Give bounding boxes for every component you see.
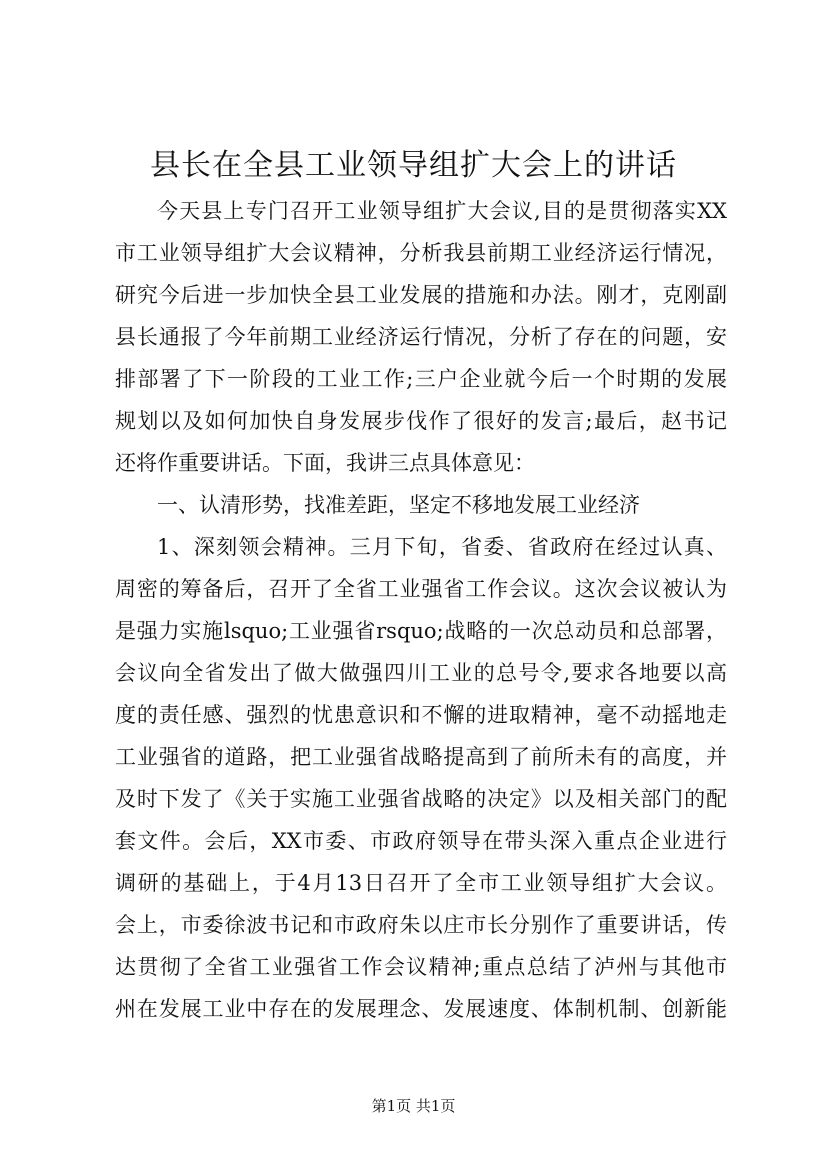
paragraph-line: 会议向全省发出了做大做强四川工业的总号令,要求各地要以高 [115, 661, 727, 685]
paragraph-line: 州在发展工业中存在的发展理念、发展速度、体制机制、创新能 [115, 997, 727, 1021]
paragraph-line: 调研的基础上，于4月13日召开了全市工业领导组扩大会议。 [115, 871, 727, 895]
paragraph-line: 1、深刻领会精神。三月下旬，省委、省政府在经过认真、 [157, 535, 727, 559]
paragraph-line: 度的责任感、强烈的忧患意识和不懈的进取精神，毫不动摇地走 [115, 703, 727, 727]
paragraph-line: 研究今后进一步加快全县工业发展的措施和办法。刚才，克刚副 [115, 283, 727, 307]
paragraph-line: 会上，市委徐波书记和市政府朱以庄市长分别作了重要讲话，传 [115, 913, 727, 937]
section-heading: 一、认清形势，找准差距，坚定不移地发展工业经济 [157, 493, 640, 517]
paragraph-line: 周密的筹备后，召开了全省工业强省工作会议。这次会议被认为 [115, 577, 727, 601]
paragraph-line: 是强力实施lsquo;工业强省rsquo;战略的一次总动员和总部署， [115, 619, 727, 643]
document-title: 县长在全县工业领导组扩大会上的讲话 [150, 148, 677, 183]
page-footer: 第1页 共1页 [371, 1097, 456, 1115]
paragraph-line: 市工业领导组扩大会议精神，分析我县前期工业经济运行情况， [115, 241, 727, 265]
paragraph-line: 规划以及如何加快自身发展步伐作了很好的发言;最后，赵书记 [115, 409, 727, 433]
paragraph-line: 今天县上专门召开工业领导组扩大会议,目的是贯彻落实XX [157, 199, 727, 223]
paragraph-line: 县长通报了今年前期工业经济运行情况，分析了存在的问题，安 [115, 325, 727, 349]
paragraph-line: 排部署了下一阶段的工业工作;三户企业就今后一个时期的发展 [115, 367, 727, 391]
paragraph-line: 工业强省的道路，把工业强省战略提高到了前所未有的高度，并 [115, 745, 727, 769]
paragraph-line: 还将作重要讲话。下面，我讲三点具体意见： [115, 451, 535, 475]
paragraph-line: 套文件。会后，XX市委、市政府领导在带头深入重点企业进行 [115, 829, 727, 853]
paragraph-line: 及时下发了《关于实施工业强省战略的决定》以及相关部门的配 [115, 787, 727, 811]
paragraph-line: 达贯彻了全省工业强省工作会议精神;重点总结了泸州与其他市 [115, 955, 727, 979]
